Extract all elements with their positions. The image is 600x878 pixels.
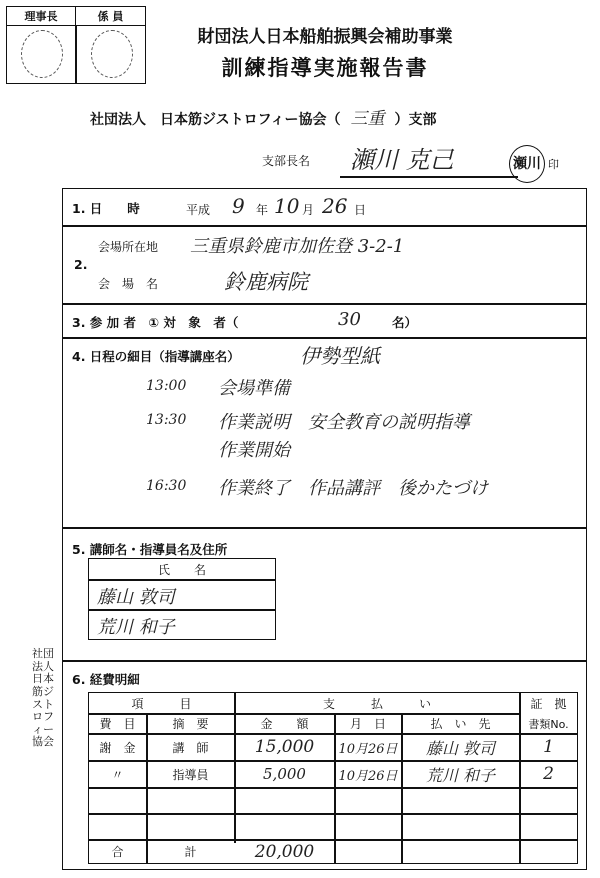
schedule-activity: 作業終了 作品講評 後かたづけ [218,478,488,499]
row-date: 10月26日 [338,741,398,757]
course-name: 伊勢型紙 [300,344,380,368]
instructor-name: 藤山 敦司 [97,587,175,608]
instructors-table [88,558,276,640]
row-amount: 5,000 [263,765,306,783]
row-expense: 〃 [111,767,124,782]
association-prefix: 社団法人 日本筋ジストロフィー協会（ [90,112,341,128]
chief-seal-icon: 瀬川 [509,145,545,183]
month-unit: 月 [302,203,315,217]
row-date: 10月26日 [338,768,398,784]
schedule-time: 13:30 [146,412,187,428]
venue-section-number: 2. [74,257,88,272]
association-suffix: ）支部 [394,112,437,128]
participants-label: 3. 参 加 者 ① 対 象 者（ [72,315,239,330]
branch-name: 三重 [350,109,385,129]
director-seal-icon [21,30,63,78]
schedule-time: 13:00 [146,378,187,394]
schedule-activity: 作業開始 [218,440,290,461]
year-value: 9 [232,194,245,218]
header-summary: 摘 要 [172,717,209,731]
month-value: 10 [274,194,300,218]
side-note: 社団法人日本筋ジストロフィー協会 [32,647,54,749]
chief-label: 支部長名 [262,154,311,168]
row-expense: 謝 金 [99,740,136,755]
row-amount: 15,000 [254,737,315,757]
header-payee: 払 い 先 [430,717,491,731]
association-line [90,104,436,129]
row-doc: 1 [543,737,554,757]
schedule-time: 16:30 [146,478,187,494]
header-amount: 金 額 [260,717,309,731]
stamp-label-director: 理事長 [7,7,76,26]
chief-name: 瀬川 克己 [350,146,454,174]
instructor-name: 荒川 和子 [97,617,175,638]
schedule-label: 4. 日程の細目（指導講座名） [72,349,240,364]
header-proof: 証 拠 [530,696,567,711]
schedule-activity: 作業説明 安全教育の説明指導 [218,412,470,433]
header-payment: 支 払 い [322,696,431,711]
header-doc-no: 書類No. [528,717,569,731]
instructors-label: 5. 講師名・指導員名及住所 [72,542,228,557]
expenses-table [88,692,578,864]
document-title: 訓練指導実施報告書 [221,56,429,80]
participant-count: 30 [338,309,361,330]
instructors-header: 氏 名 [157,562,206,577]
header-expense: 費 目 [99,717,136,731]
row-payee: 藤山 敦司 [425,738,496,758]
row-summary: 指導員 [172,767,209,782]
location-value: 三重県鈴鹿市加佐登 3-2-1 [190,236,405,257]
era: 平成 [186,203,211,217]
row-summary: 講 師 [172,740,209,755]
total-label: 合 [111,845,124,859]
venue-value: 鈴鹿病院 [224,270,308,294]
total-amount: 20,000 [254,841,315,862]
venue-label: 会 場 名 [98,277,159,291]
participant-unit: 名） [392,315,418,330]
approval-stamp-table [6,6,146,84]
schedule-activity: 会場準備 [218,378,290,399]
date-label: 1. 日 時 [72,201,140,216]
stamp-label-staff: 係 員 [76,7,145,26]
location-label: 会場所在地 [98,240,159,254]
seal-mark: 印 [548,158,559,171]
year-unit: 年 [256,203,269,217]
header-item: 項 目 [131,696,192,711]
total-label: 計 [184,845,197,859]
row-doc: 2 [543,764,554,784]
header-title: 財団法人日本船舶振興会補助事業 [197,27,453,47]
header-date: 月 日 [349,717,386,731]
staff-seal-icon [91,30,133,78]
expenses-label: 6. 経費明細 [72,672,140,687]
day-value: 26 [322,194,348,218]
day-unit: 日 [354,203,367,217]
row-payee: 荒川 和子 [425,765,496,785]
